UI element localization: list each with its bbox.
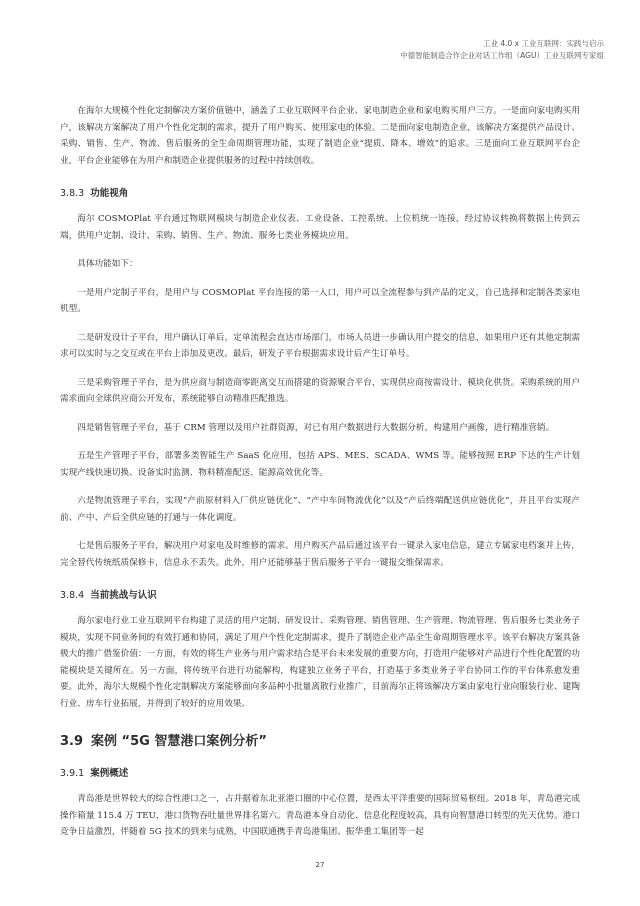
paragraph-after-sales: 七是售后服务子平台，解决用户对家电及时维修的需求。用户购买产品后通过该平台一键录入家电信息，建立专属家电档案并上传，完全替代传统纸质保修卡，信息永不丢失。此外，用户还能够基于售后服务子平台一键报交维保需求。: [60, 541, 580, 568]
section-title: 案例概述: [90, 768, 129, 779]
section-heading-3-9-1: [60, 765, 580, 779]
header-title: 工业 4.0 x 工业互联网：实践与启示: [482, 39, 604, 48]
page-number: 27: [315, 861, 325, 869]
paragraph-rd-design: 二是研发设计子平台，用户确认订单后，定单流程会直达市场部门，市场人员进一步确认用户提交的信息，如果用户还有其他定制需求可以实时与之交互或在平台上添加及更改。最后，研发子平台根据需求设计后产生订单号。: [60, 332, 580, 359]
paragraph-procurement: 三是采购管理子平台，是为供应商与制造商零距离交互而搭建的资源聚合平台，实现供应商按需设计、模块化供货。采购系统的用户需求面向全球供应商公开发布，系统能够自动精准匹配推选。: [60, 377, 580, 404]
section-number: 3.9.1: [60, 768, 85, 779]
paragraph-production: 五是生产管理子平台，部署多类智能生产 SaaS 化应用，包括 APS、MES、SCADA、WMS 等。能够按照 ERP 下达的生产计划实现产线快速切换、设备实时监测、物料精准配送、能源高效优化等。: [60, 451, 580, 478]
section-title: 案例 “5G 智慧港口案例分析”: [91, 734, 267, 749]
paragraph-user-customization: 一是用户定制子平台，是用户与 COSMOPlat 平台连接的第一入口，用户可以全流程参与到产品的定义，自己选择和定制各类家电机型。: [60, 287, 580, 314]
paragraph-functions-intro: 具体功能如下：: [77, 259, 138, 269]
paragraph-sales: 四是销售管理子平台，基于 CRM 管理以及用户社群资源，对已有用户数据进行大数据分析，构建用户画像，进行精准营销。: [77, 422, 555, 433]
section-number: 3.8.4: [60, 590, 85, 601]
section-title: 当前挑战与认识: [90, 590, 157, 601]
section-title: 功能视角: [90, 188, 129, 199]
header-subtitle: 中德智能制造合作企业对话工作组（AGU）工业互联网专家组: [400, 51, 604, 60]
section-heading-3-8-4: [60, 587, 580, 601]
page-content: [60, 103, 580, 853]
section-number: 3.8.3: [60, 188, 85, 199]
paragraph-qingdao-port: 青岛港是世界较大的综合性港口之一，占并据着东北亚港口圈的中心位置，是西太平洋重要的国际贸易枢纽。2018 年，青岛港完成操作箱量 115.4 万 TEU，港口货物吞吐量世界排名第六。青岛港本身自动化、信息化程度较高，具有向智慧港口转型的先天优势。港口竞争日益激烈，伴随着 5G 技术的到来与成熟，中国联通携手青岛港集团、振华重工集团等一起: [60, 794, 580, 837]
section-heading-3-8-3: [60, 185, 580, 199]
paragraph-cosmoplat-overview: 海尔 COSMOPlat 平台通过物联网模块与制造企业仪表、工业设备、工控系统、上位机统一连接，经过协议转换将数据上传到云端，供用户定制、设计、采购、销售、生产、物流、服务七类业务模块应用。: [60, 214, 580, 241]
paragraph-challenges: 海尔家电行业工业互联网平台构建了灵活的用户定制、研发设计、采购管理、销售管理、生产管理、物流管理、售后服务七类业务子模块，实现不同业务间的有效打通和协同，满足了用户个性化定制需求，提升了制造企业产品全生命周期管理水平。该平台解决方案具备极大的推广借鉴价值：一方面，有效的将生产业务与用户需求结合是平台未来发展的重要方向，打造用户能够对产品进行个性化配置的功能模块是关键所在。另一方面，将传统平台进行功能解构，构建独立业务子平台，打造基于多类业务子平台协同工作的平台体系愈发重要。此外，海尔大规模个性化定制解决方案能够面向多品种小批量离散行业推广，目前海尔正将该解决方案由家电行业向服装行业、建陶行业、房车行业拓展，并得到了较好的应用效果。: [60, 616, 580, 709]
running-header: [400, 38, 604, 62]
paragraph-value-chain: 在海尔大规模个性化定制解决方案价值链中，涵盖了工业互联网平台企业、家电制造企业和家电购买用户三方。一是面向家电购买用户，该解决方案解决了用户个性化定制的需求，提升了用户购买、使用家电的体验。二是面向家电制造企业，该解决方案提供产品设计、采购、销售、生产、物流、售后服务的全生命周期管理功能，实现了制造企业“提质、降本、增效”的追求。三是面向工业互联网平台企业，平台企业能够在为用户和制造企业提供服务的过程中持续创收。: [60, 106, 580, 166]
section-number: 3.9: [60, 734, 84, 749]
section-heading-3-9: [60, 730, 580, 749]
paragraph-logistics: 六是物流管理子平台，实现“产前原材料入厂供应链优化”、“产中车间物流优化”以及“产后终端配送供应链优化”，并且平台实现产前、产中、产后全供应链的打通与一体化调度。: [60, 496, 580, 523]
